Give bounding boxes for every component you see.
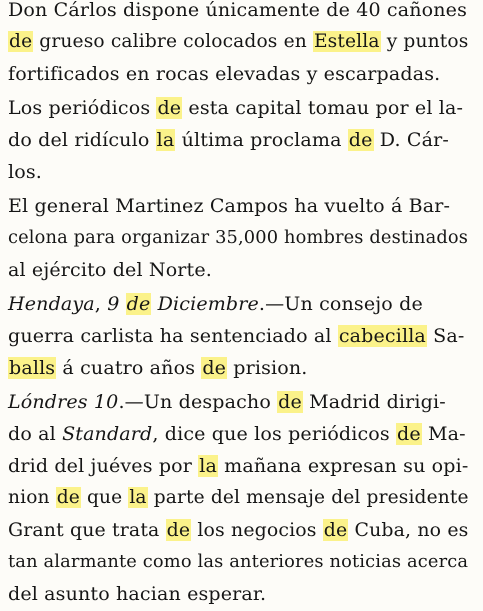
highlighted-word: de [126, 293, 151, 315]
highlighted-word: de [278, 391, 302, 413]
highlighted-word: de [202, 357, 227, 379]
text-segment: los. [8, 161, 42, 183]
text-line [8, 577, 483, 611]
text-segment: del asunto hacian esperar. [8, 583, 267, 605]
text-segment: Standard [62, 423, 153, 445]
text-line [8, 319, 483, 353]
text-line [8, 221, 483, 255]
text-segment: prision. [227, 357, 308, 379]
text-segment: los negocios [191, 519, 323, 541]
text-line [8, 481, 483, 515]
text-segment: do al [8, 423, 63, 445]
highlighted-word: cabecilla [338, 325, 426, 347]
text-segment: nion [8, 487, 56, 508]
highlighted-word: de [56, 487, 80, 508]
highlighted-word: de [9, 31, 33, 52]
text-line [8, 385, 483, 419]
highlighted-word: de [323, 519, 348, 541]
highlighted-word: de [157, 97, 182, 119]
text-segment: 9 [107, 293, 120, 315]
text-line [8, 91, 483, 125]
text-segment: y puntos [380, 31, 469, 52]
highlighted-word: de [397, 423, 421, 445]
text-segment: á cuatro años [56, 357, 202, 379]
text-line [8, 0, 483, 27]
text-segment: Cuba, no es [348, 519, 469, 541]
text-line [8, 57, 483, 91]
highlighted-word: la [129, 487, 147, 508]
highlighted-word: la [199, 455, 217, 477]
text-segment: D. Cár- [373, 129, 449, 151]
highlighted-word: Estella [313, 31, 380, 52]
text-segment: , dice que los periódicos [152, 423, 397, 445]
text-line [8, 351, 483, 385]
text-line [8, 513, 483, 547]
text-line [8, 25, 483, 59]
text-segment: grueso calibre colocados en [33, 31, 313, 52]
highlighted-word: balls [9, 357, 56, 379]
text-line [8, 417, 483, 451]
text-segment: fortificados en rocas elevadas y escarpadas. [8, 63, 441, 85]
text-segment: drid del juéves por [8, 455, 199, 477]
text-segment: que [80, 487, 129, 508]
text-segment: Grant que trata [8, 519, 166, 541]
text-segment: esta capital tomau por el la- [182, 97, 464, 119]
highlighted-word: la [156, 129, 175, 151]
text-segment: celona para organizar 35,000 hombres destinados [8, 227, 469, 248]
text-segment: El general Martinez Campos ha vuelto á Bar- [8, 195, 451, 217]
text-segment: Sa- [426, 325, 465, 347]
text-line [8, 449, 483, 483]
text-segment: mañana expresan su opi- [217, 455, 469, 477]
text-line [8, 123, 483, 157]
text-line [8, 189, 483, 223]
text-segment: al ejército del Norte. [8, 259, 212, 281]
text-line [8, 155, 483, 189]
text-segment: do del ridículo [8, 129, 156, 151]
text-segment: parte del mensaje del presidente [147, 487, 469, 508]
text-segment: Diciembre [157, 293, 259, 315]
text-segment: Don Cárlos dispone únicamente de 40 cañones [8, 0, 467, 21]
text-segment: guerra carlista ha sentenciado al [8, 325, 338, 347]
text-segment: Hendaya [8, 293, 95, 315]
text-segment: Madrid dirigi- [302, 391, 446, 413]
text-segment: .—Un consejo de [258, 293, 423, 315]
text-segment: , [94, 293, 108, 315]
text-segment: .—Un despacho [118, 391, 278, 413]
highlighted-word: de [348, 129, 373, 151]
text-segment: tan alarmante como las anteriores noticias acerca [8, 551, 469, 572]
text-segment: Ma- [421, 423, 466, 445]
text-segment: Lóndres 10 [8, 391, 119, 413]
text-line [8, 253, 483, 287]
text-segment: Los periódicos [8, 97, 157, 119]
text-line [8, 287, 483, 321]
text-segment [119, 293, 125, 315]
text-segment: última proclama [175, 129, 348, 151]
highlighted-word: de [166, 519, 191, 541]
text-line [8, 545, 483, 579]
